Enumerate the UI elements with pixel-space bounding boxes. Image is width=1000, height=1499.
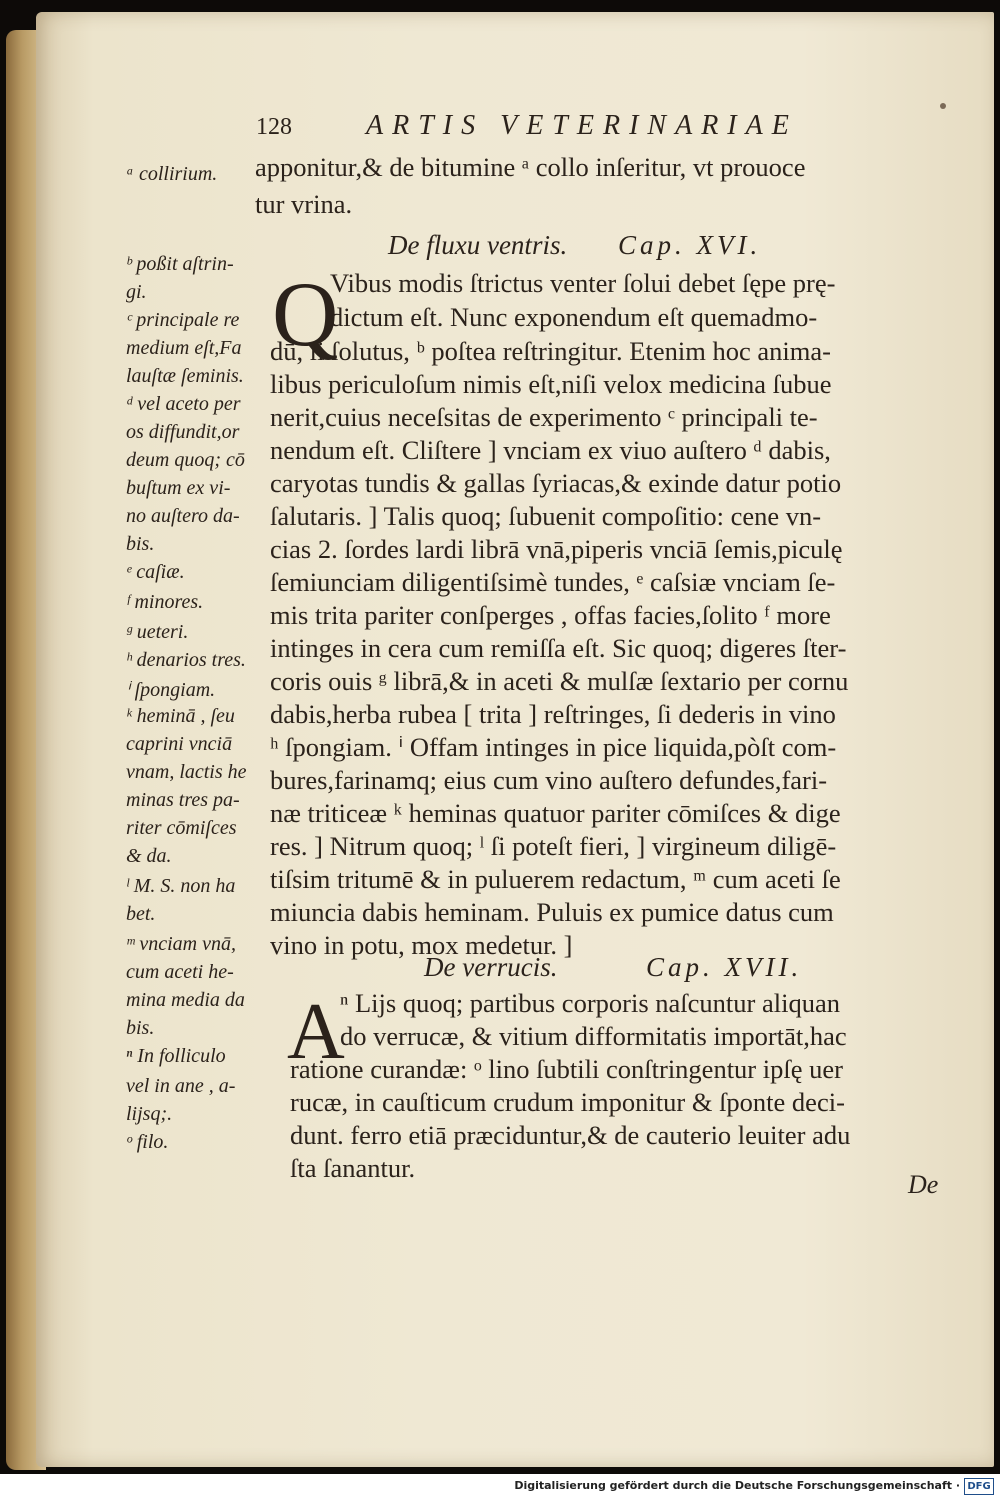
body-line: rucæ, in cauſticum crudum imponitur & ſponte deci-: [290, 1087, 845, 1117]
body-line: miuncia dabis heminam. Puluis ex pumice datus cum: [270, 897, 834, 927]
margin-note: ᵍ ueteri.: [126, 621, 189, 643]
margin-note: bis.: [126, 1017, 155, 1039]
margin-note: ᵐ vnciam vnā,: [126, 933, 236, 955]
margin-note: ˡ M. S. non ha: [126, 875, 236, 897]
running-title: ARTIS VETERINARIAE: [366, 110, 798, 141]
margin-note: ᵏ heminā , ſeu: [126, 705, 235, 727]
margin-note: buſtum ex vi-: [126, 477, 231, 499]
margin-note: ⁿ In folliculo: [126, 1045, 226, 1067]
margin-note: riter cōmiſces: [126, 817, 237, 839]
running-head: [256, 110, 816, 146]
drop-cap-a: A: [287, 988, 345, 1076]
margin-note: mina media da: [126, 989, 245, 1011]
margin-note: vnam, lactis he: [126, 761, 247, 783]
margin-note: ᵈ vel aceto per: [126, 393, 241, 415]
body-line: cias 2. ſordes lardi librā vnā,piperis vnciā ſemis,piculę: [270, 534, 843, 564]
body-line: ſta ſanantur.: [290, 1153, 416, 1183]
margin-note: ᶜ principale re: [126, 309, 240, 331]
body-line: ratione curandæ: ᵒ lino ſubtili conſtringentur ipſę uer: [290, 1054, 843, 1084]
body-line: tiſsim tritumē & in puluerem redactum, ᵐ cum aceti ſe: [270, 864, 841, 894]
margin-note: ᵒ filo.: [126, 1131, 169, 1153]
margin-note: ᵃ collirium.: [126, 163, 218, 185]
footer-bar: [0, 1474, 1000, 1499]
margin-note: ᵇ poßit aſtrin-: [126, 253, 234, 275]
chapter-16-title: De fluxu ventris.: [388, 230, 568, 260]
chapter-17-cap: Cap. XVII.: [646, 952, 803, 982]
body-line: mis trita pariter conſperges , offas facies,ſolito ᶠ more: [270, 600, 831, 630]
body-line: vino in potu, mox medetur. ]: [270, 930, 573, 960]
dfg-logo-icon[interactable]: DFG: [964, 1478, 994, 1495]
body-line: ⁿ Lijs quoq; partibus corporis naſcuntur aliquan: [340, 988, 840, 1018]
chapter-17-title: De verrucis.: [424, 952, 558, 982]
body-line: dictum eſt. Nunc exponendum eſt quemadmo-: [330, 302, 818, 332]
body-line: Vibus modis ſtrictus venter ſolui debet ſępe prę-: [330, 268, 836, 298]
margin-note: no auſtero da-: [126, 505, 240, 527]
body-line: caryotas tundis & gallas ſyriacas,& exinde datur potio: [270, 468, 842, 498]
margin-note: lauſtæ ſeminis.: [126, 365, 244, 387]
body-line: nerit,cuius neceſsitas de experimento ᶜ principali te-: [270, 402, 818, 432]
body-line: res. ] Nitrum quoq; ˡ ſi poteſt fieri, ] virgineum diligē-: [270, 831, 837, 861]
margin-note: bet.: [126, 903, 156, 925]
page-number: 128: [256, 114, 292, 140]
margin-note: ⁱ ſpongiam.: [126, 679, 216, 701]
catchword: De: [908, 1170, 939, 1199]
body-line: ſemiunciam diligentiſsimè tundes, ᵉ caſsiæ vnciam ſe-: [270, 567, 836, 597]
margin-note: cum aceti he-: [126, 961, 234, 983]
chapter-16-cap: Cap. XVI.: [618, 230, 762, 260]
body-line: nendum eſt. Cliſtere ] vnciam ex viuo auſtero ᵈ dabis,: [270, 435, 831, 465]
body-line: dunt. ferro etiā præciduntur,& de cauterio leuiter adu: [290, 1120, 851, 1150]
margin-note: ᵉ caſiæ.: [126, 561, 185, 583]
margin-note: lijsq;.: [126, 1103, 173, 1125]
body-line: ſalutaris. ] Talis quoq; ſubuenit compoſitio: cene vn-: [270, 501, 822, 531]
margin-note: vel in ane , a-: [126, 1075, 236, 1097]
margin-note: ᶠ minores.: [126, 591, 204, 613]
body-line: bures,farinamq; eius cum vino auſtero defundes,fari-: [270, 765, 828, 795]
body-line: tur vrina.: [255, 189, 353, 219]
body-line: do verrucæ, & vitium difformitatis importāt,hac: [340, 1021, 847, 1051]
footer-credit: Digitalisierung gefördert durch die Deutsche Forschungsgemeinschaft ·: [514, 1479, 960, 1492]
body-line: dū, ſi ſolutus, ᵇ poſtea reſtringitur. Etenim hoc anima-: [270, 336, 831, 366]
body-line: dabis,herba rubea [ trita ] reſtringes, ſi dederis in vino: [270, 699, 836, 729]
margin-note: bis.: [126, 533, 155, 555]
margin-note: minas tres pa-: [126, 789, 240, 811]
body-line: libus periculoſum nimis eſt,niſi velox medicina ſubue: [270, 369, 832, 399]
margin-note: medium eſt,Fa: [126, 337, 242, 359]
body-line: coris ouis ᵍ librā,& in aceti & mulſæ ſextario per cornu: [270, 666, 849, 696]
margin-note: deum quoq; cō: [126, 449, 245, 471]
body-line: næ triticeæ ᵏ heminas quatuor pariter cōmiſces & dige: [270, 798, 841, 828]
margin-note: ʰ denarios tres.: [126, 649, 246, 671]
body-line: intinges in cera cum remiſſa eſt. Sic quoq; digeres ſter-: [270, 633, 847, 663]
ink-spot: [940, 103, 946, 109]
margin-note: os diffundit,or: [126, 421, 240, 443]
margin-note: gi.: [126, 281, 147, 303]
drop-cap-q: Q: [272, 263, 339, 365]
margin-note: & da.: [126, 845, 172, 867]
body-line: ʰ ſpongiam. ⁱ Offam intinges in pice liquida,pòſt com-: [270, 732, 837, 762]
margin-note: caprini vnciā: [126, 733, 233, 755]
body-line: apponitur,& de bitumine ᵃ collo inſeritur, vt prouoce: [255, 152, 806, 182]
